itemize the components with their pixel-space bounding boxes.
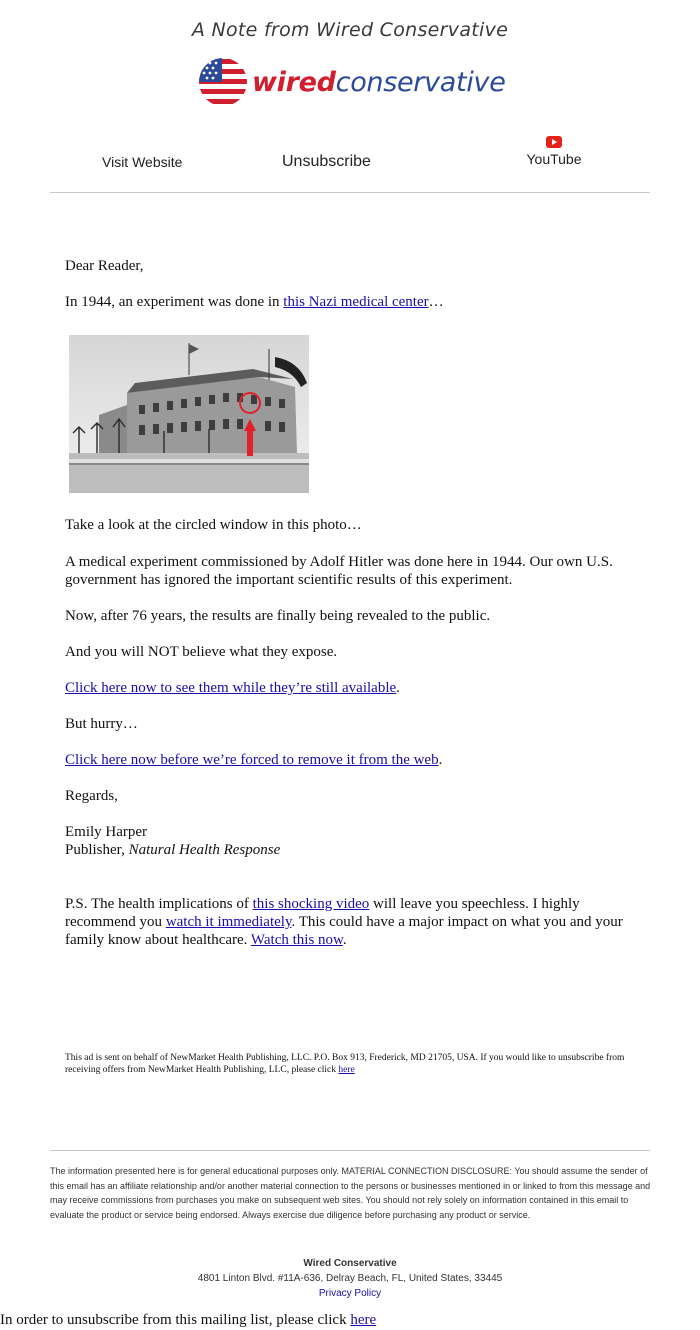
- cta-paragraph-1: Click here now to see them while they’re still available.: [65, 680, 400, 696]
- logo-wordmark: [252, 67, 506, 98]
- ad-notice: [65, 1052, 635, 1076]
- see-results-link[interactable]: Click here now to see them while they’re still available: [65, 680, 397, 696]
- footer-company-name: Wired Conservative: [303, 1258, 397, 1269]
- signer-publication: Natural Health Response: [128, 842, 281, 858]
- youtube-link[interactable]: [526, 136, 582, 167]
- ps-text-4: .: [342, 932, 347, 948]
- intro-text: In 1944, an experiment was done in: [65, 294, 284, 310]
- before-removal-link[interactable]: Click here now before we’re forced to remove it from the web: [65, 752, 439, 768]
- brand-logo[interactable]: [198, 56, 506, 108]
- ps-paragraph: [65, 895, 635, 949]
- signer-name: Emily Harper: [65, 824, 148, 840]
- ps-text-2: will leave you speechless. I highly recommend you: [65, 896, 580, 930]
- top-nav: [50, 136, 650, 192]
- believe-paragraph: And you will NOT believe what they expose.: [65, 644, 338, 660]
- circled-window-paragraph: Take a look at the circled window in this photo…: [65, 517, 362, 533]
- cta-paragraph-2: Click here now before we’re forced to remove it from the web.: [65, 752, 443, 768]
- ad-unsubscribe-link[interactable]: here: [338, 1065, 355, 1075]
- regards: Regards,: [65, 788, 118, 804]
- experiment-paragraph: A medical experiment commissioned by Adolf Hitler was done here in 1944. Our own U.S. government has ignored the important scientific results of this experiment.: [65, 554, 613, 588]
- building-photo[interactable]: [69, 335, 309, 493]
- logo-wired: wired: [252, 66, 336, 98]
- footer-address: 4801 Linton Blvd. #11A-636, Delray Beach, FL, United States, 33445: [197, 1273, 503, 1284]
- visit-website-link[interactable]: Visit Website: [102, 154, 183, 170]
- unsubscribe-link[interactable]: Unsubscribe: [282, 153, 371, 170]
- watch-this-now-link[interactable]: Watch this now: [250, 932, 343, 948]
- mailing-list-unsubscribe-link[interactable]: here: [350, 1312, 377, 1328]
- header-note: A Note from Wired Conservative: [191, 19, 509, 41]
- us-flag-circle-icon: [198, 57, 248, 107]
- youtube-icon: [546, 136, 562, 148]
- youtube-label: YouTube: [526, 151, 582, 167]
- hurry-paragraph: But hurry…: [65, 716, 138, 732]
- footer: [0, 1256, 700, 1301]
- privacy-policy-link[interactable]: Privacy Policy: [318, 1288, 382, 1299]
- ad-notice-text: This ad is sent on behalf of NewMarket Health Publishing, LLC. P.O. Box 913, Frederick, MD 21705, USA. If you would like to unsubscribe from receiving offers from NewMarket Health Publishing, LLC, please click: [65, 1053, 625, 1075]
- results-paragraph: Now, after 76 years, the results are finally being revealed to the public.: [65, 608, 491, 624]
- ps-text-3: . This could have a major impact on what you and your family know about healthcare.: [65, 914, 623, 948]
- watch-immediately-link[interactable]: watch it immediately: [165, 914, 292, 930]
- disclaimer: The information presented here is for general educational purposes only. MATERIAL CONNECTION DISCLOSURE: You should assume the sender of this email has an affiliate relationship and/or another material connection to the persons or businesses mentioned in or linked to from this message and may receive commissions from purchases you make on subsequent web sites. You should not rely solely on information contained in this email to evaluate the product or service being endorsed. Always exercise due diligence before purchasing any product or service.: [50, 1166, 651, 1220]
- nazi-medical-center-link[interactable]: this Nazi medical center: [283, 294, 429, 310]
- unsubscribe-line-text: In order to unsubscribe from this mailing list, please click: [0, 1312, 351, 1328]
- greeting: Dear Reader,: [65, 258, 144, 274]
- logo-conservative: conservative: [335, 66, 506, 98]
- shocking-video-link[interactable]: this shocking video: [252, 896, 370, 912]
- signature: [65, 823, 280, 859]
- bottom-divider: [50, 1150, 650, 1151]
- top-divider: [50, 192, 650, 193]
- signer-title: Publisher,: [65, 842, 129, 858]
- intro-ellipsis: …: [428, 294, 444, 310]
- unsubscribe-line: [0, 1311, 376, 1329]
- intro-paragraph: [65, 293, 444, 311]
- ps-text-1: P.S. The health implications of: [65, 896, 253, 912]
